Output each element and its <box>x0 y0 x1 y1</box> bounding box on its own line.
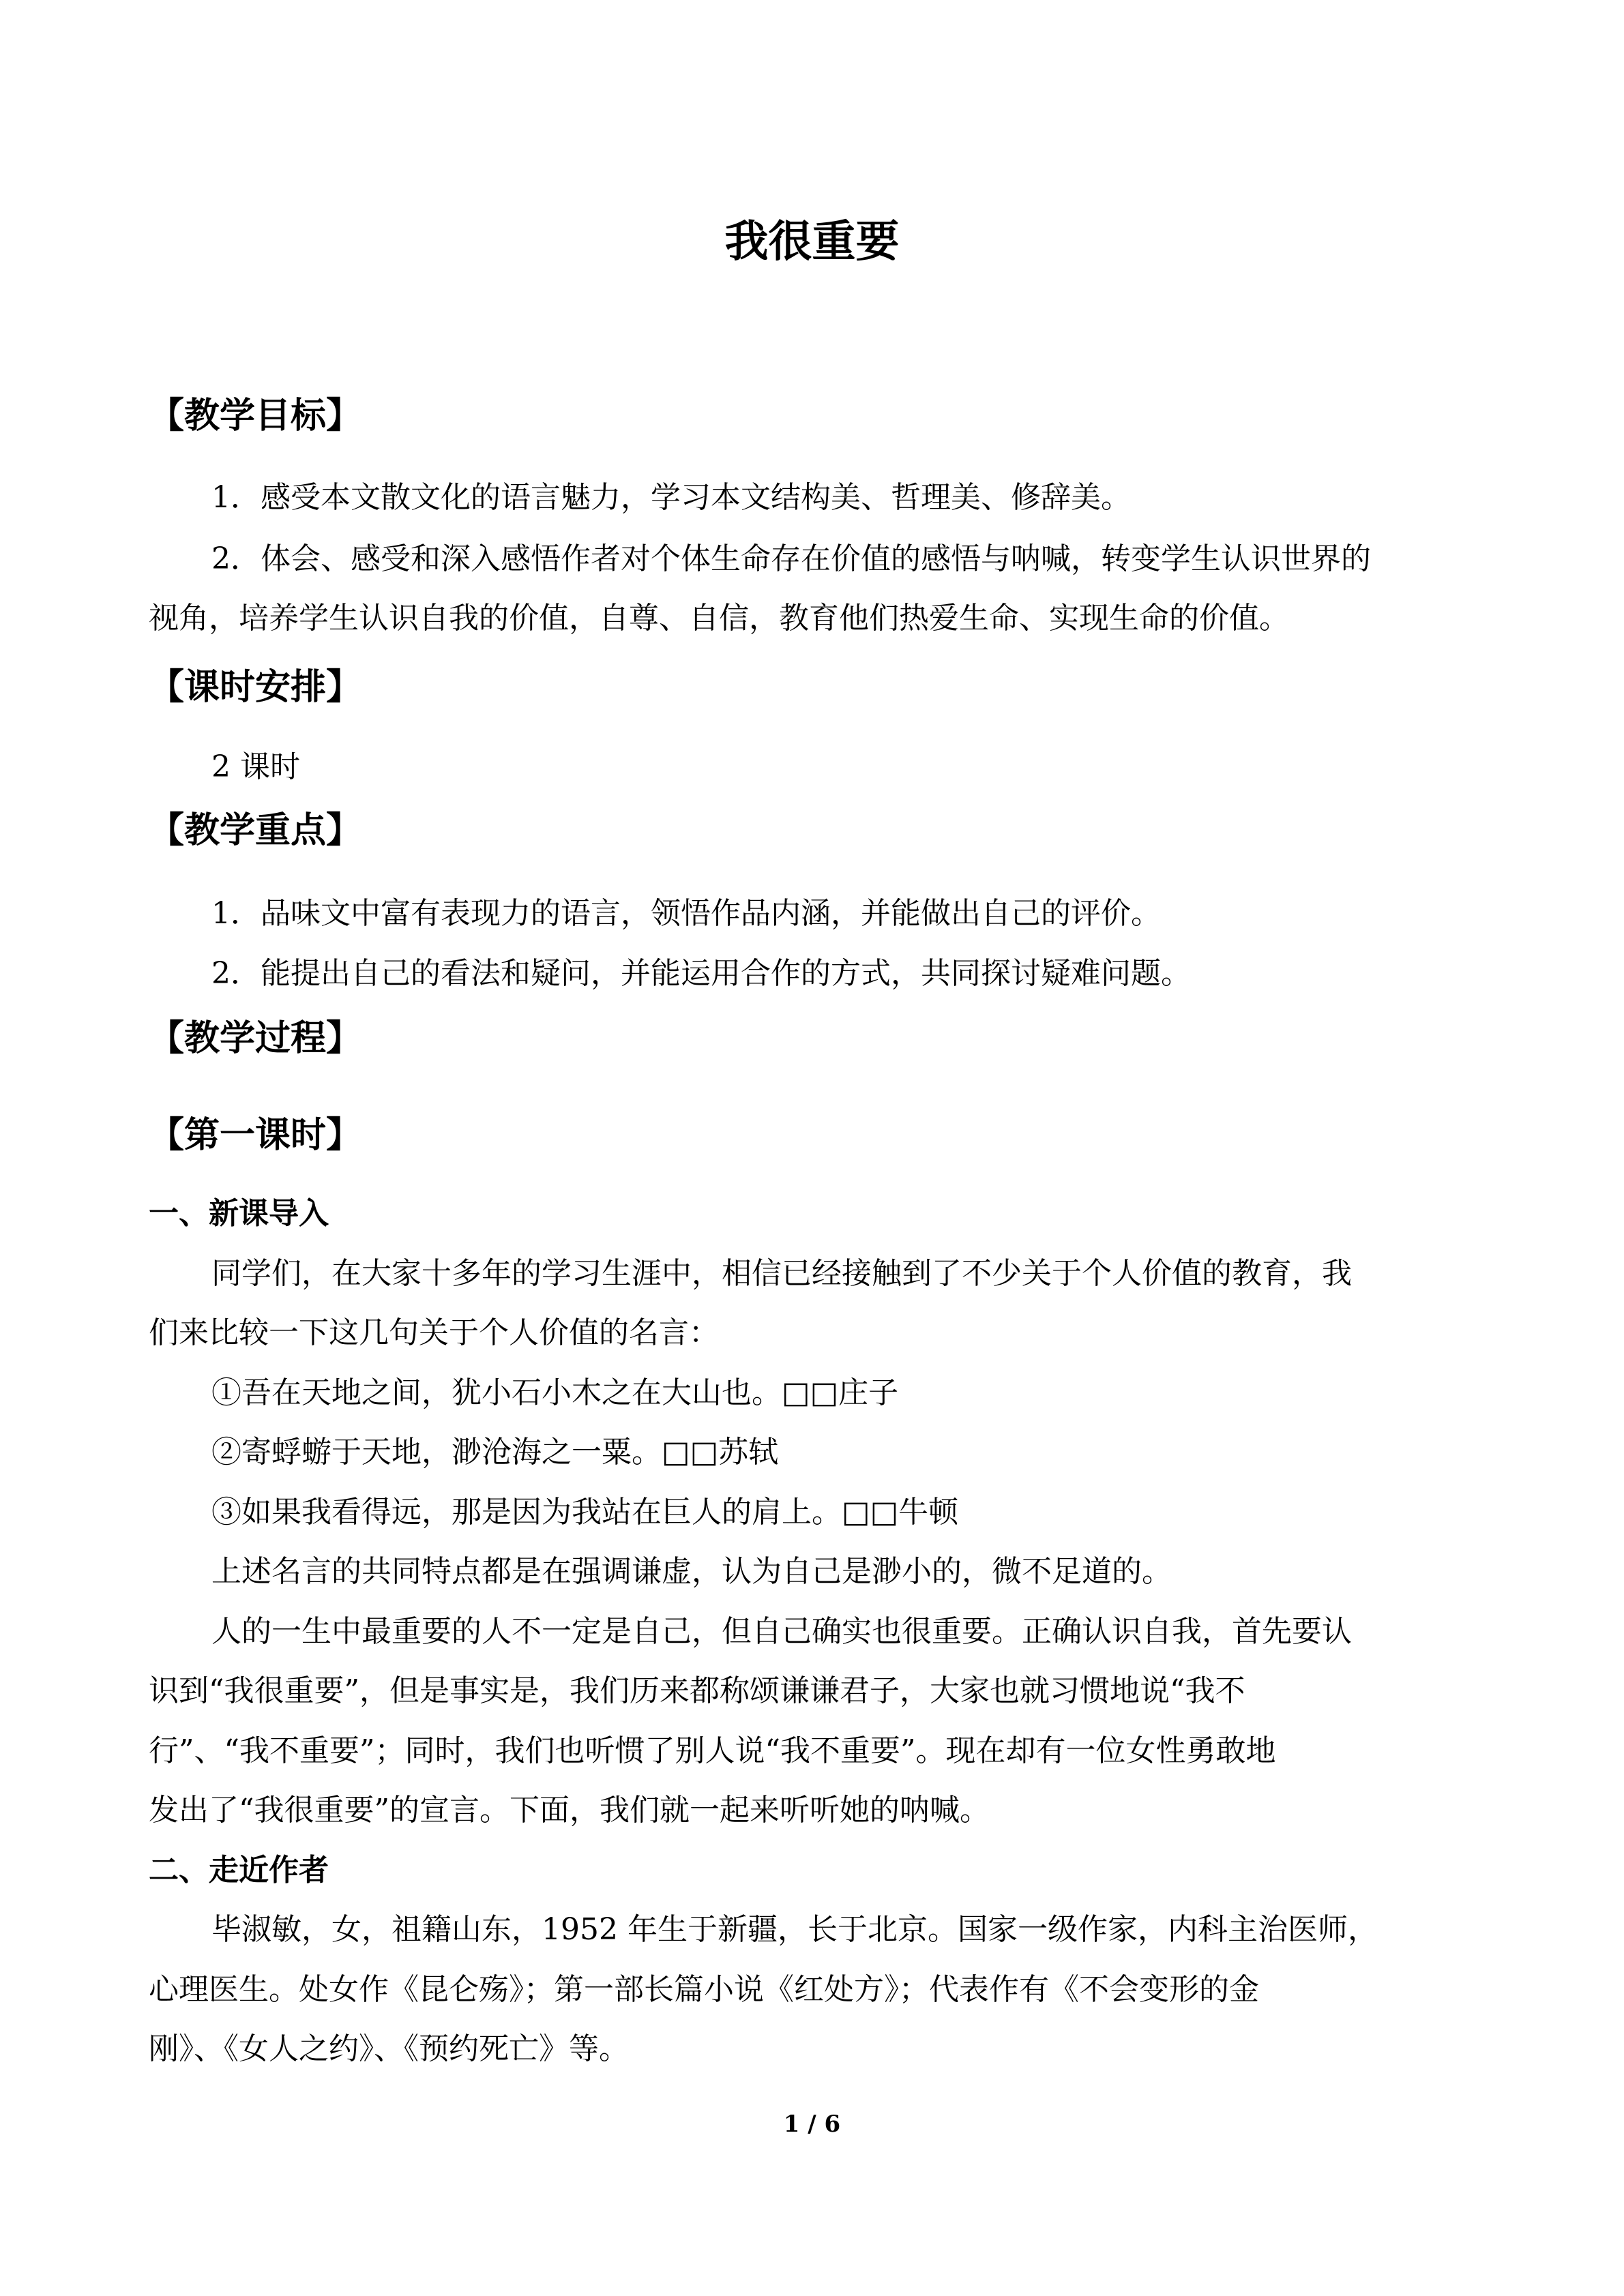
section-heading-objectives: 【教学目标】 <box>149 396 362 436</box>
intro-line-6: 行”、“我不重要”；同时，我们也听惯了别人说“我不重要”。现在却有一位女性勇敢地 <box>149 1733 1276 1768</box>
section-heading-key-points: 【教学重点】 <box>149 810 362 851</box>
intro-line-7: 发出了“我很重要”的宣言。下面，我们就一起来听听她的呐喊。 <box>149 1793 990 1828</box>
author-line-2: 心理医生。处女作《昆仑殇》；第一部长篇小说《红处方》；代表作有《不会变形的金 <box>149 1972 1259 2007</box>
intro-line-3: 上述名言的共同特点都是在强调谦虚，认为自己是渺小的，微不足道的。 <box>211 1554 1172 1589</box>
intro-line-4: 人的一生中最重要的人不一定是自己，但自己确实也很重要。正确认识自我，首先要认 <box>211 1614 1352 1649</box>
author-line-1: 毕淑敏，女，祖籍山东，1952 年生于新疆，长于北京。国家一级作家，内科主治医师， <box>211 1912 1378 1947</box>
section-heading-lesson-one: 【第一课时】 <box>149 1115 362 1156</box>
intro-line-2: 们来比较一下这几句关于个人价值的名言： <box>149 1315 719 1350</box>
subheading-intro: 一、新课导入 <box>149 1196 329 1231</box>
section-heading-process: 【教学过程】 <box>149 1018 362 1059</box>
intro-line-5: 识到“我很重要”，但是事实是，我们历来都称颂谦谦君子，大家也就习惯地说“我不 <box>149 1673 1245 1708</box>
subheading-author: 二、走近作者 <box>149 1853 329 1888</box>
section-heading-schedule: 【课时安排】 <box>149 667 362 708</box>
schedule-line-1: 2 课时 <box>211 749 300 784</box>
objective-line-3: 视角，培养学生认识自我的价值，自尊、自信，教育他们热爱生命、实现生命的价值。 <box>149 601 1289 636</box>
quote-line-3: ③如果我看得远，那是因为我站在巨人的肩上。□□牛顿 <box>211 1495 959 1530</box>
author-line-3: 刚》、《女人之约》、《预约死亡》等。 <box>149 2031 629 2066</box>
key-point-line-2: 2．能提出自己的看法和疑问，并能运用合作的方式，共同探讨疑难问题。 <box>211 956 1191 991</box>
objective-line-1: 1．感受本文散文化的语言魅力，学习本文结构美、哲理美、修辞美。 <box>211 480 1131 515</box>
quote-line-1: ①吾在天地之间，犹小石小木之在大山也。□□庄子 <box>211 1375 899 1410</box>
intro-line-1: 同学们，在大家十多年的学习生涯中，相信已经接触到了不少关于个人价值的教育，我 <box>211 1256 1352 1291</box>
page-number: 1 / 6 <box>783 2111 841 2138</box>
key-point-line-1: 1．品味文中富有表现力的语言，领悟作品内涵，并能做出自己的评价。 <box>211 896 1161 931</box>
quote-line-2: ②寄蜉蝣于天地，渺沧海之一粟。□□苏轼 <box>211 1435 779 1470</box>
objective-line-2: 2．体会、感受和深入感悟作者对个体生命存在价值的感悟与呐喊，转变学生认识世界的 <box>211 541 1371 576</box>
document-title: 我很重要 <box>724 217 900 267</box>
